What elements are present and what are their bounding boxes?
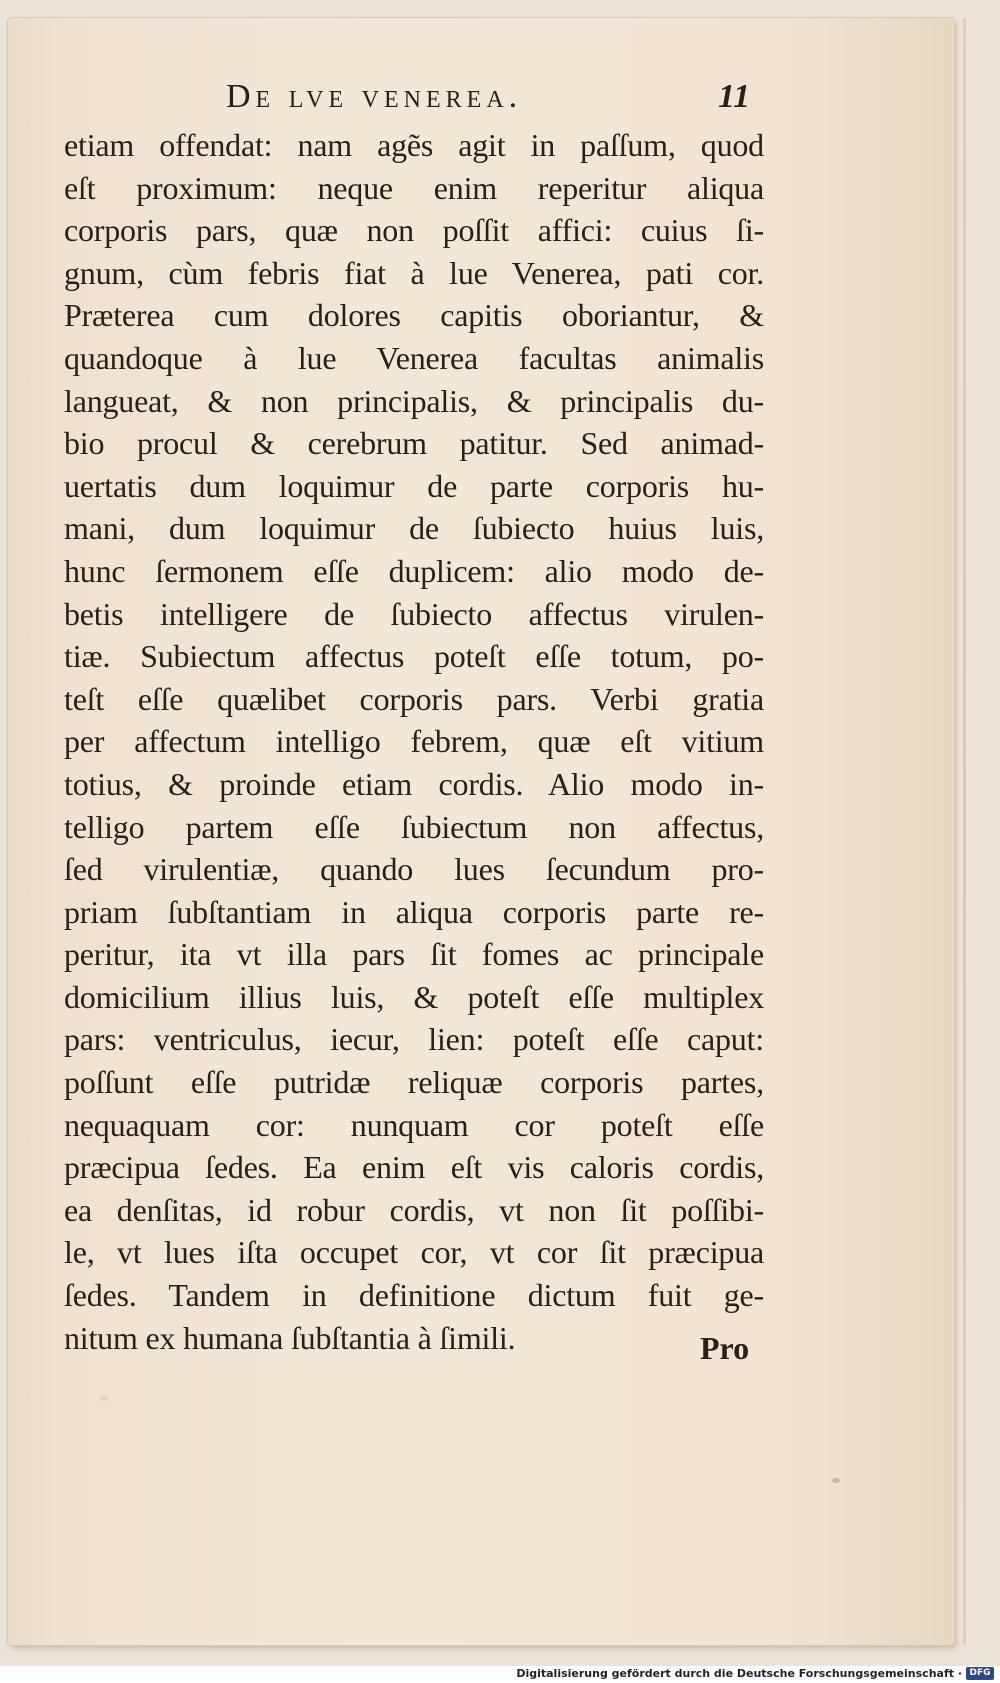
text-line: priam ſubſtantiam in aliqua corporis parte re- — [64, 893, 764, 930]
page-number: 11 — [718, 78, 751, 115]
text-line: betis intelligere de ſubiecto affectus virulen- — [64, 595, 764, 632]
text-line: langueat, & non principalis, & principalis du- — [64, 382, 764, 419]
page-edge — [963, 18, 966, 1645]
text-line: tiæ. Subiectum affectus poteſt eſſe totum, po- — [64, 638, 764, 675]
text-line: peritur, ita vt illa pars ſit fomes ac principale — [64, 936, 764, 973]
text-line: domicilium illius luis, & poteſt eſſe multiplex — [64, 978, 764, 1015]
paper-speck — [100, 1396, 108, 1401]
text-line: hunc ſermonem eſſe duplicem: alio modo de- — [64, 552, 764, 589]
text-line: per affectum intelligo febrem, quæ eſt vitium — [64, 723, 764, 760]
text-line: ſedes. Tandem in definitione dictum fuit ge- — [64, 1277, 764, 1314]
dfg-logo: DFG — [966, 1667, 994, 1680]
paper-speck — [832, 1478, 840, 1483]
text-line: ea denſitas, id robur cordis, vt non ſit poſſibi- — [64, 1191, 764, 1228]
text-line: Præterea cum dolores capitis oboriantur, & — [64, 297, 764, 334]
running-head: De lve venerea. — [226, 78, 523, 115]
digitization-credit: Digitalisierung gefördert durch die Deutsche Forschungsgemeinschaft · — [516, 1667, 962, 1680]
text-line: uertatis dum loquimur de parte corporis hu- — [64, 467, 764, 504]
text-line: totius, & proinde etiam cordis. Alio modo in- — [64, 765, 764, 802]
text-line: nitum ex humana ſubſtantia à ſimili. — [64, 1319, 516, 1356]
text-line: gnum, cùm febris fiat à lue Venerea, pati cor. — [64, 254, 764, 291]
catchword: Pro — [700, 1330, 750, 1366]
text-line: ſed virulentiæ, quando lues ſecundum pro- — [64, 851, 764, 888]
text-line: præcipua ſedes. Ea enim eſt vis caloris cordis, — [64, 1149, 764, 1186]
text-line: eſt proximum: neque enim reperitur aliqua — [64, 169, 764, 206]
text-line: nequaquam cor: nunquam cor poteſt eſſe — [64, 1106, 764, 1143]
text-line: pars: ventriculus, iecur, lien: poteſt eſſe caput: — [64, 1021, 764, 1058]
text-line: teſt eſſe quælibet corporis pars. Verbi gratia — [64, 680, 764, 717]
text-line: le, vt lues iſta occupet cor, vt cor ſit præcipua — [64, 1234, 764, 1271]
text-line: etiam offendat: nam agẽs agit in paſſum, quod — [64, 127, 764, 163]
text-line: mani, dum loquimur de ſubiecto huius luis, — [64, 510, 764, 547]
text-line: poſſunt eſſe putridæ reliquæ corporis partes, — [64, 1064, 764, 1101]
text-line: corporis pars, quæ non poſſit affici: cuius ſi- — [64, 212, 764, 249]
body-text — [64, 124, 764, 1359]
text-line: bio procul & cerebrum patitur. Sed animad- — [64, 425, 764, 462]
text-line: telligo partem eſſe ſubiectum non affectus, — [64, 808, 764, 845]
text-line: quandoque à lue Venerea facultas animalis — [64, 339, 764, 376]
